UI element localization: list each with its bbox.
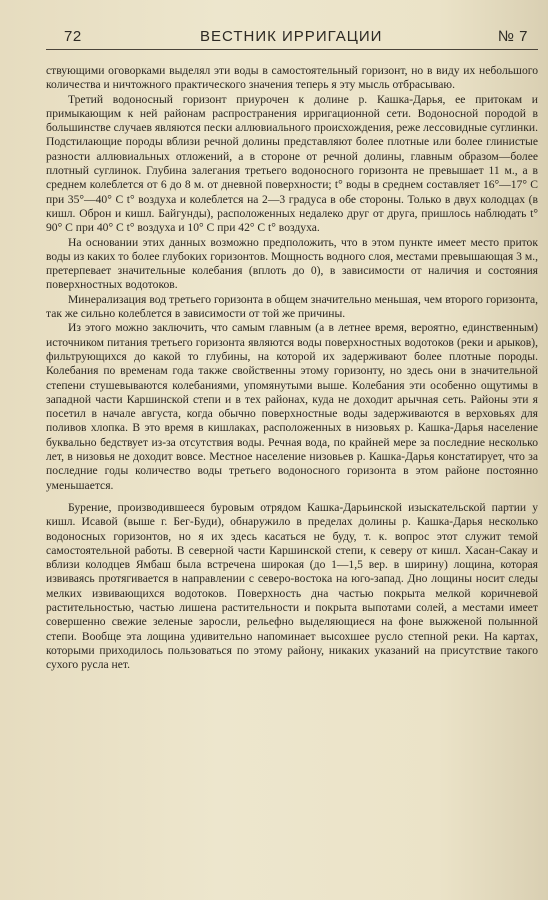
journal-title: ВЕСТНИК ИРРИГАЦИИ: [200, 28, 383, 45]
paragraph-mineralization: Минерализация вод третьего горизонта в общем значительно меньшая, чем второго горизонта, так же сильно колеблется в зависимости от той же причины.: [46, 292, 538, 321]
body-text: [46, 64, 538, 672]
page-number: 72: [64, 28, 82, 45]
paragraph-inflow: На основании этих данных возможно предположить, что в этом пункте имеет место приток воды из каких то более глубоких горизонтов. Мощность водного слоя, местами превышающая 3 м., претерпевает значительные колебания (вплоть до 0), в зависимости от наличия и состояния поверхностных водотоков.: [46, 235, 538, 292]
issue-number: № 7: [497, 28, 528, 45]
paragraph-drilling: Бурение, производившееся буровым отрядом Кашка-Дарьинской изыскательской партии у кишл. Исавой (выше г. Бег-Буди), обнаружило в пределах долины р. Кашка-Дарья несколько водоносных горизонтов, но я их здесь касаться не буду, т. к. вопрос этот служит темой самостоятельной работы. В северной части Каршинской степи, к северу от кишл. Хасан-Сакау и вблизи колодцев Ямбаш была встречена широкая (до 1—1,5 вер. в ширину) лощина, которая извиваясь протягивается в направлении с северо-востока на юго-запад. Дно лощины носит следы мелких извивающихся водотоков. Поверхность дна частью покрыта мелкой коричневой растительностью, частью лишена растительности и покрыта выпотами солей, а местами имеет совершенно свежие зеленые заросли, рельефно выделяющиеся на фоне выжженой полынной степи. Вообще эта лощина удивительно напоминает высохшее русло степной реки. На картах, которыми приходилось пользоваться по этому району, никаких указаний на присутствие такого сухого русла нет.: [46, 500, 538, 672]
paragraph-conclusion: Из этого можно заключить, что самым главным (а в летнее время, вероятно, единственным) источником питания третьего горизонта являются воды поверхностных водотоков (реки и арыков), фильтрующихся до какой то глубины, на которой их задерживают более плотные породы. Колебания по временам года также свойственны этому горизонту, но здесь они в значительной степени стушевываются колебаниями, упомянутыми выше. Колебания эти особенно ощутимы в западной части Каршинской степи и в тех районах, куда не доходит арычная сеть. Районы эти я посетил в начале августа, когда обычно поверхностные воды задерживаются в верховьях для поливов хлопка. В это время в кишлаках, расположенных в низовьях р. Кашка-Дарья население буквально бедствует из-за отсутствия воды. Речная вода, по крайней мере за последние несколько лет, в низовья не доходит вовсе. Местное население низовьев р. Кашка-Дарья констатирует, что за последние годы количество воды третьего водоносного горизонта в этом районе постоянно уменьшается.: [46, 321, 538, 492]
paragraph-third-horizon: Третий водоносный горизонт приурочен к долине р. Кашка-Дарья, ее притокам и примыкающим к ней районам распространения ирригационной сети. Водоносной породой в большинстве случаев являются пески аллювиального происхождения, реже лессовидные суглинки. Подстилающие породы вблизи речной долины представляют более плотные или более глинистые разности аллювиальных отложений, а в стороне от речной долины, главным образом—более плотный суглинок. Глубина залегания третьего водоносного горизонта не превышает 11 м., а в среднем колеблется от 6 до 8 м. от дневной поверхности; t° воды в среднем составляет 16°—17° С при 35°—40° С t° воздуха и колеблется на 2—3 градуса в обе стороны. Только в двух колодцах (в кишл. Оброн и кишл. Байгунды), расположенных недалеко друг от друга, пришлось наблюдать t° 90° С при 40° С t° воздуха и 10° С при 42° С t° воздуха.: [46, 92, 538, 235]
running-header: [60, 28, 534, 48]
header-rule: [46, 49, 538, 50]
paragraph-continuation: ствующими оговорками выделял эти воды в самостоятельный горизонт, но в виду их небольшого количества и ничтожного практического значения теперь я эту мысль отбрасываю.: [46, 64, 538, 92]
